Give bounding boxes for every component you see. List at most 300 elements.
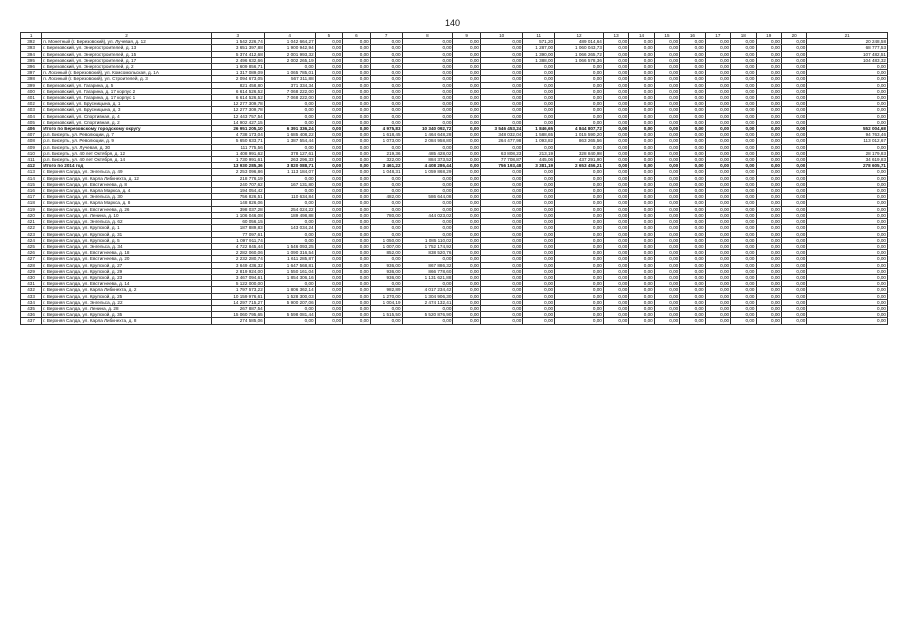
value-cell: 0,00 [756, 107, 781, 113]
value-cell: 0,00 [731, 268, 756, 274]
value-cell: 0,00 [370, 144, 402, 150]
row-number: 399 [21, 82, 42, 88]
value-cell: 0,00 [629, 281, 654, 287]
value-cell: 0,00 [480, 45, 522, 51]
value-cell: 0,00 [603, 132, 628, 138]
value-cell: 0,00 [315, 169, 343, 175]
value-cell: 0,00 [705, 200, 730, 206]
value-cell: 0,00 [370, 318, 402, 324]
value-cell: 0,00 [343, 95, 371, 101]
value-cell: 1 388,00 [523, 57, 555, 63]
value-cell: 0,00 [343, 113, 371, 119]
value-cell: 12 277 309,78 [211, 107, 264, 113]
value-cell: 0,00 [343, 281, 371, 287]
value-cell: 0,00 [343, 163, 371, 169]
column-number: 7 [370, 33, 402, 39]
value-cell: 884 373,52 [402, 157, 453, 163]
address-cell: г. Верхняя Салда, ул. Евстигнеева, д. 18 [42, 250, 212, 256]
value-cell: 0,00 [402, 231, 453, 237]
value-cell: 0,00 [315, 250, 343, 256]
value-cell: 0,00 [523, 262, 555, 268]
value-cell: 0,00 [705, 39, 730, 45]
value-cell: 852,00 [370, 250, 402, 256]
value-cell: 0,00 [731, 212, 756, 218]
value-cell: 0,00 [654, 82, 679, 88]
row-number: 400 [21, 88, 42, 94]
value-cell: 0,00 [603, 318, 628, 324]
value-cell: 0,00 [756, 312, 781, 318]
value-cell: 0,00 [807, 88, 888, 94]
value-cell: 0,00 [705, 250, 730, 256]
value-cell: 0,00 [343, 194, 371, 200]
value-cell: 0,00 [480, 206, 522, 212]
value-cell: 0,00 [264, 101, 315, 107]
value-cell: 0,00 [315, 157, 343, 163]
value-cell: 0,00 [480, 113, 522, 119]
value-cell: 0,00 [402, 281, 453, 287]
value-cell: 0,00 [705, 70, 730, 76]
value-cell: 780,00 [370, 212, 402, 218]
column-number: 16 [680, 33, 705, 39]
value-cell: 0,00 [680, 262, 705, 268]
value-cell: 0,00 [480, 101, 522, 107]
address-cell: р.п. Бисерть, ул. Революции, д. 7 [42, 132, 212, 138]
value-cell: 0,00 [315, 150, 343, 156]
value-cell: 0,00 [402, 219, 453, 225]
value-cell: 0,00 [343, 299, 371, 305]
value-cell: 6 614 526,52 [211, 88, 264, 94]
column-number: 13 [603, 33, 628, 39]
value-cell: 0,00 [731, 144, 756, 150]
value-cell: 0,00 [343, 312, 371, 318]
value-cell: 1 073,00 [370, 138, 402, 144]
value-cell: 0,00 [343, 119, 371, 125]
value-cell: 0,00 [680, 256, 705, 262]
value-cell: 167 131,80 [264, 181, 315, 187]
value-cell: 0,00 [480, 82, 522, 88]
value-cell: 0,00 [781, 76, 806, 82]
value-cell: 254 024,22 [264, 206, 315, 212]
address-cell: г. Верхняя Салда, ул. Энгельса, д. 22 [42, 299, 212, 305]
value-cell: 0,00 [629, 219, 654, 225]
value-cell: 0,00 [264, 64, 315, 70]
value-cell: 0,00 [402, 200, 453, 206]
value-cell: 0,00 [315, 181, 343, 187]
value-cell: 0,00 [781, 132, 806, 138]
value-cell: 77 097,61 [211, 231, 264, 237]
value-cell: 0,00 [731, 119, 756, 125]
value-cell: 0,00 [523, 274, 555, 280]
address-cell: р.п. Бисерть, ул. 40 лет Октября, д. 12 [42, 150, 212, 156]
value-cell: 0,00 [705, 76, 730, 82]
value-cell: 0,00 [555, 88, 604, 94]
row-number: 413 [21, 169, 42, 175]
value-cell: 0,00 [370, 231, 402, 237]
value-cell: 0,00 [654, 51, 679, 57]
address-cell: Итого по 2014 год [42, 163, 212, 169]
value-cell: 0,00 [343, 126, 371, 132]
value-cell: 110 634,84 [264, 194, 315, 200]
value-cell: 0,00 [756, 225, 781, 231]
value-cell: 0,00 [453, 107, 481, 113]
value-cell: 0,00 [629, 318, 654, 324]
value-cell: 756 193,48 [480, 163, 522, 169]
value-cell: 0,00 [807, 219, 888, 225]
value-cell: 0,00 [705, 181, 730, 187]
value-cell: 0,00 [705, 163, 730, 169]
value-cell: 0,00 [629, 206, 654, 212]
value-cell: 0,00 [629, 181, 654, 187]
value-cell: 0,00 [603, 231, 628, 237]
value-cell: 867 886,32 [402, 262, 453, 268]
value-cell: 0,00 [731, 51, 756, 57]
row-number: 405 [21, 119, 42, 125]
value-cell: 0,00 [603, 274, 628, 280]
value-cell: 1 065 785,01 [264, 70, 315, 76]
value-cell: 3 381,19 [523, 163, 555, 169]
value-cell: 0,00 [680, 57, 705, 63]
row-number: 412 [21, 163, 42, 169]
value-cell: 0,00 [315, 101, 343, 107]
value-cell: 0,00 [680, 113, 705, 119]
value-cell: 0,00 [731, 219, 756, 225]
value-cell: 0,00 [654, 219, 679, 225]
value-cell: 0,00 [654, 119, 679, 125]
value-cell: 0,00 [781, 45, 806, 51]
address-cell: г. Березовский, ул. Энергостроителей, д. 15 [42, 51, 212, 57]
value-cell: 0,00 [343, 268, 371, 274]
value-cell: 0,00 [807, 169, 888, 175]
address-cell: г. Верхняя Салда, ул. Карла Маркса, д. 4 [42, 188, 212, 194]
value-cell: 0,00 [453, 113, 481, 119]
value-cell: 0,00 [555, 76, 604, 82]
value-cell: 0,00 [603, 281, 628, 287]
value-cell: 0,00 [523, 312, 555, 318]
value-cell: 0,00 [370, 57, 402, 63]
row-number: 393 [21, 45, 42, 51]
row-number: 416 [21, 188, 42, 194]
value-cell: 94 763,46 [807, 132, 888, 138]
value-cell: 0,00 [680, 250, 705, 256]
value-cell: 0,00 [781, 256, 806, 262]
value-cell: 0,00 [523, 287, 555, 293]
value-cell: 0,00 [680, 64, 705, 70]
value-cell: 0,00 [370, 219, 402, 225]
value-cell: 264 477,98 [480, 138, 522, 144]
value-cell: 0,00 [453, 181, 481, 187]
value-cell: 0,00 [264, 305, 315, 311]
value-cell: 107 482,51 [807, 51, 888, 57]
value-cell: 0,00 [654, 250, 679, 256]
value-cell: 0,00 [756, 299, 781, 305]
value-cell: 5 900 207,06 [264, 299, 315, 305]
value-cell: 0,00 [480, 144, 522, 150]
value-cell: 2 253 096,86 [211, 169, 264, 175]
value-cell: 0,00 [731, 150, 756, 156]
row-number: 433 [21, 293, 42, 299]
value-cell: 68 777,53 [807, 45, 888, 51]
value-cell: 586 644,08 [402, 194, 453, 200]
value-cell: 0,00 [555, 231, 604, 237]
value-cell: 5 598 081,44 [264, 312, 315, 318]
value-cell: 0,00 [264, 219, 315, 225]
address-cell: г. Березовский, ул. Брусницына, д. 3 [42, 107, 212, 113]
value-cell: 0,00 [480, 119, 522, 125]
value-cell: 0,00 [781, 268, 806, 274]
address-cell: п. Лосиный (г. Березовский), ул. Строителей, д. 3 [42, 76, 212, 82]
value-cell: 0,00 [343, 82, 371, 88]
value-cell: 0,00 [781, 305, 806, 311]
value-cell: 0,00 [453, 250, 481, 256]
value-cell: 0,00 [315, 274, 343, 280]
value-cell: 1 317 089,09 [211, 70, 264, 76]
column-number: 12 [555, 33, 604, 39]
value-cell: 0,00 [603, 150, 628, 156]
value-cell: 0,00 [453, 175, 481, 181]
value-cell: 1 752 174,92 [402, 243, 453, 249]
row-number: 401 [21, 95, 42, 101]
value-cell: 0,00 [453, 163, 481, 169]
value-cell: 3 651 397,88 [211, 45, 264, 51]
address-cell: г. Верхняя Салда, ул. Крупской, д. 35 [42, 312, 212, 318]
value-cell: 0,00 [453, 225, 481, 231]
value-cell: 0,00 [680, 268, 705, 274]
column-number: 14 [629, 33, 654, 39]
address-cell: г. Березовский, ул. Энергостроителей, д. 2 [42, 64, 212, 70]
value-cell: 0,00 [680, 107, 705, 113]
value-cell: 0,00 [480, 225, 522, 231]
value-cell: 0,00 [480, 274, 522, 280]
value-cell: 0,00 [555, 181, 604, 187]
value-cell: 1 042 664,27 [264, 39, 315, 45]
value-cell: 0,00 [453, 200, 481, 206]
value-cell: 322,00 [370, 157, 402, 163]
value-cell: 0,00 [603, 138, 628, 144]
value-cell: 821 458,80 [211, 82, 264, 88]
value-cell: 0,00 [555, 281, 604, 287]
row-number: 436 [21, 312, 42, 318]
value-cell: 1 618,45 [370, 132, 402, 138]
value-cell: 0,00 [555, 312, 604, 318]
value-cell: 0,00 [523, 305, 555, 311]
value-cell: 5 374 412,68 [211, 51, 264, 57]
value-cell: 0,00 [315, 126, 343, 132]
value-cell: 0,00 [523, 281, 555, 287]
value-cell: 0,00 [523, 175, 555, 181]
value-cell: 0,00 [603, 76, 628, 82]
value-cell: 0,00 [680, 237, 705, 243]
value-cell: 1 846,65 [523, 126, 555, 132]
value-cell: 0,00 [315, 57, 343, 63]
value-cell: 0,00 [480, 312, 522, 318]
row-number: 429 [21, 268, 42, 274]
value-cell: 0,00 [480, 70, 522, 76]
value-cell: 0,00 [705, 51, 730, 57]
value-cell: 0,00 [731, 256, 756, 262]
value-cell: 0,00 [629, 82, 654, 88]
value-cell: 1 090 316,54 [264, 250, 315, 256]
value-cell: 0,00 [654, 287, 679, 293]
value-cell: 0,00 [315, 95, 343, 101]
value-cell: 0,00 [680, 225, 705, 231]
value-cell: 1 059 868,29 [402, 169, 453, 175]
value-cell: 0,00 [603, 57, 628, 63]
value-cell: 0,00 [781, 169, 806, 175]
value-cell: 0,00 [807, 101, 888, 107]
value-cell: 0,00 [781, 101, 806, 107]
value-cell: 0,00 [731, 45, 756, 51]
value-cell: 1 464 648,28 [402, 132, 453, 138]
value-cell: 0,00 [680, 281, 705, 287]
value-cell: 0,00 [807, 113, 888, 119]
value-cell: 0,00 [654, 206, 679, 212]
column-number: 18 [731, 33, 756, 39]
value-cell: 0,00 [807, 76, 888, 82]
value-cell: 1 588,65 [523, 132, 555, 138]
address-cell: г. Верхняя Салда, ул. Энгельса, д. 34 [42, 243, 212, 249]
value-cell: 0,00 [807, 299, 888, 305]
value-cell: 63 808,23 [480, 150, 522, 156]
value-cell: 0,00 [680, 188, 705, 194]
value-cell: 2 653 456,21 [555, 163, 604, 169]
value-cell: 0,00 [343, 76, 371, 82]
value-cell: 0,00 [680, 287, 705, 293]
value-cell: 274 585,06 [211, 318, 264, 324]
value-cell: 0,00 [680, 219, 705, 225]
value-cell: 13 930 285,36 [211, 163, 264, 169]
value-cell: 0,00 [603, 88, 628, 94]
value-cell: 0,00 [705, 157, 730, 163]
column-number: 11 [523, 33, 555, 39]
value-cell: 0,00 [756, 318, 781, 324]
value-cell: 60 056,15 [211, 219, 264, 225]
value-cell: 0,00 [603, 163, 628, 169]
value-cell: 0,00 [654, 76, 679, 82]
value-cell: 263 296,33 [264, 157, 315, 163]
value-cell: 0,00 [453, 76, 481, 82]
value-cell: 0,00 [654, 268, 679, 274]
value-cell: 0,00 [264, 237, 315, 243]
value-cell: 0,00 [629, 225, 654, 231]
value-cell: 0,00 [731, 243, 756, 249]
value-cell: 0,00 [480, 57, 522, 63]
value-cell: 0,00 [629, 150, 654, 156]
value-cell: 0,00 [807, 188, 888, 194]
value-cell: 0,00 [807, 64, 888, 70]
value-cell: 0,00 [654, 138, 679, 144]
column-number: 6 [343, 33, 371, 39]
address-cell: п. Монетный (г. Березовский), ул. Лучевая, д. 12 [42, 39, 212, 45]
value-cell: 0,00 [654, 95, 679, 101]
value-cell: 0,00 [315, 175, 343, 181]
value-cell: 0,00 [480, 237, 522, 243]
value-cell: 0,00 [781, 95, 806, 101]
value-cell: 113 012,67 [807, 138, 888, 144]
value-cell: 0,00 [523, 101, 555, 107]
value-cell: 0,00 [731, 95, 756, 101]
value-cell: 0,00 [523, 212, 555, 218]
address-cell: р.п. Бисерть, ул. Революции, д. 9 [42, 138, 212, 144]
value-cell: 0,00 [705, 107, 730, 113]
value-cell: 0,00 [453, 132, 481, 138]
value-cell: 0,00 [807, 305, 888, 311]
value-cell: 0,00 [705, 287, 730, 293]
row-number: 432 [21, 287, 42, 293]
value-cell: 0,00 [705, 231, 730, 237]
value-cell: 0,00 [453, 287, 481, 293]
value-cell: 0,00 [453, 231, 481, 237]
value-cell: 0,00 [731, 126, 756, 132]
value-cell: 0,00 [756, 82, 781, 88]
value-cell: 838 520,76 [402, 250, 453, 256]
value-cell: 0,00 [480, 299, 522, 305]
value-cell: 0,00 [370, 82, 402, 88]
value-cell: 0,00 [654, 181, 679, 187]
value-cell: 0,00 [629, 312, 654, 318]
value-cell: 12 277 309,78 [211, 101, 264, 107]
value-cell: 0,00 [807, 107, 888, 113]
value-cell: 0,00 [370, 76, 402, 82]
value-cell: 0,00 [523, 268, 555, 274]
value-cell: 0,00 [453, 293, 481, 299]
value-cell: 0,00 [523, 119, 555, 125]
value-cell: 0,00 [680, 101, 705, 107]
value-cell: 0,00 [453, 212, 481, 218]
value-cell: 0,00 [264, 318, 315, 324]
value-cell: 0,00 [680, 150, 705, 156]
value-cell: 0,00 [807, 293, 888, 299]
value-cell: 0,00 [523, 70, 555, 76]
column-number: 8 [402, 33, 453, 39]
value-cell: 0,00 [654, 175, 679, 181]
address-cell: г. Верхняя Салда, ул. Крупской, д. 23 [42, 274, 212, 280]
value-cell: 0,00 [705, 113, 730, 119]
value-cell: 0,00 [402, 64, 453, 70]
value-cell: 0,00 [453, 312, 481, 318]
value-cell: 0,00 [680, 144, 705, 150]
value-cell: 0,00 [680, 51, 705, 57]
value-cell: 0,00 [680, 132, 705, 138]
value-cell: 0,00 [402, 144, 453, 150]
row-number: 406 [21, 126, 42, 132]
value-cell: 213,19 [523, 150, 555, 156]
value-cell: 0,00 [629, 299, 654, 305]
value-cell: 0,00 [603, 250, 628, 256]
address-cell: г. Верхняя Салда, ул. Энгельса, д. 49 [42, 169, 212, 175]
value-cell: 12 443 757,54 [211, 113, 264, 119]
value-cell: 0,00 [523, 293, 555, 299]
value-cell: 0,00 [654, 262, 679, 268]
value-cell: 0,00 [705, 225, 730, 231]
value-cell: 0,00 [343, 138, 371, 144]
value-cell: 14 297 715,27 [211, 299, 264, 305]
value-cell: 0,00 [807, 237, 888, 243]
value-cell: 0,00 [343, 237, 371, 243]
value-cell: 1 066 265,72 [555, 51, 604, 57]
value-cell: 0,00 [705, 138, 730, 144]
value-cell: 0,00 [315, 119, 343, 125]
value-cell: 0,00 [654, 101, 679, 107]
value-cell: 0,00 [603, 126, 628, 132]
value-cell: 1 048,31 [370, 169, 402, 175]
value-cell: 0,00 [680, 312, 705, 318]
address-cell: г. Верхняя Салда, ул. Ленина, д. 28 [42, 305, 212, 311]
value-cell: 0,00 [756, 76, 781, 82]
value-cell: 0,00 [705, 132, 730, 138]
value-cell: 0,00 [781, 39, 806, 45]
value-cell: 0,00 [523, 225, 555, 231]
value-cell: 0,00 [731, 70, 756, 76]
